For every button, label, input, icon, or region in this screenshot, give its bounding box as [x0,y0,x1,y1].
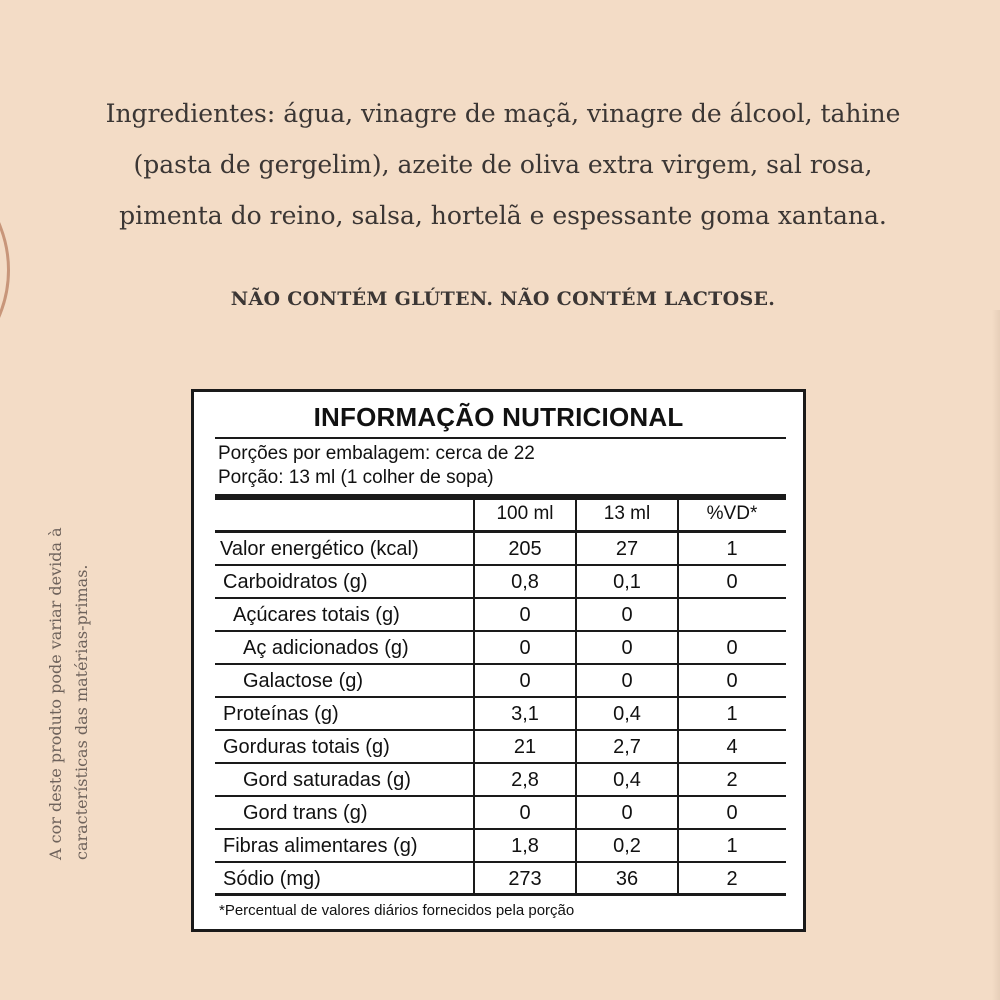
nutrient-value: 273 [508,868,542,890]
nutrient-value: 0 [519,604,531,626]
decorative-arc [0,150,10,390]
nutrient-value: 0 [726,571,738,593]
nutrient-value: 0 [621,802,633,824]
portion-info [218,442,535,490]
nutrient-value: 1,8 [511,835,539,857]
edge-shadow [992,310,1000,1000]
nutrient-name: Gord saturadas (g) [243,769,411,791]
column-divider [677,500,679,896]
nutrient-name: Gorduras totais (g) [223,736,390,758]
nutrient-value: 0 [726,670,738,692]
nutrient-name: Aç adicionados (g) [243,637,409,659]
nutrient-value: 0 [519,802,531,824]
portions-per-package: Porções por embalagem: cerca de 22 [218,443,535,464]
nutrient-value: 2,8 [511,769,539,791]
nutrient-value: 205 [508,538,542,560]
table-bottom-rule [215,893,786,896]
nutrient-name: Gord trans (g) [243,802,368,824]
nutrient-value: 27 [615,538,639,560]
nutrient-value: 0 [621,670,633,692]
nutrient-value: 1 [726,703,738,725]
header-daily-value: %VD* [706,503,758,524]
header-per-100ml: 100 ml [496,503,554,524]
ingredients-line: pimenta do reino, salsa, hortelã e espessante goma xantana. [119,201,887,230]
nutrient-value: 0 [726,637,738,659]
nutrition-title: INFORMAÇÃO NUTRICIONAL [313,402,684,432]
nutrition-facts-panel [191,389,806,932]
column-divider [575,500,577,896]
divider [215,437,786,439]
footnote: *Percentual de valores diários fornecidos pela porção [219,902,575,919]
column-divider [473,500,475,896]
nutrient-value: 1 [726,835,738,857]
nutrient-name: Fibras alimentares (g) [223,835,418,857]
nutrient-name: Valor energético (kcal) [220,538,419,560]
nutrient-value: 0,1 [613,571,641,593]
nutrient-value [678,599,786,631]
portion-size: Porção: 13 ml (1 colher de sopa) [218,467,494,488]
nutrient-value: 0 [621,637,633,659]
nutrient-value: 1 [726,538,738,560]
nutrient-value: 2 [726,868,738,890]
nutrient-name: Açúcares totais (g) [233,604,400,626]
nutrient-name: Sódio (mg) [223,868,321,890]
disclaimer-line: características das matérias-primas. [72,564,91,860]
allergen-warning: NÃO CONTÉM GLÚTEN. NÃO CONTÉM LACTOSE. [230,288,776,310]
nutrient-value: 0,2 [613,835,641,857]
ingredients-text [100,88,906,241]
ingredients-line: (pasta de gergelim), azeite de oliva extra virgem, sal rosa, [133,150,873,179]
nutrient-value: 4 [726,736,738,758]
nutrient-value: 0,8 [511,571,539,593]
disclaimer-line: A cor deste produto pode variar devida à [46,527,65,860]
ingredients-line: Ingredientes: água, vinagre de maçã, vinagre de álcool, tahine [105,99,901,128]
nutrient-value: 0 [519,637,531,659]
nutrient-value: 0 [621,604,633,626]
nutrient-value: 0,4 [613,703,641,725]
nutrient-value: 2 [726,769,738,791]
nutrient-value: 0 [726,802,738,824]
nutrient-value: 2,7 [613,736,641,758]
nutrient-value: 21 [513,736,537,758]
nutrient-value: 3,1 [511,703,539,725]
nutrient-value: 0 [519,670,531,692]
nutrient-value: 0,4 [613,769,641,791]
nutrient-value: 36 [615,868,639,890]
color-disclaimer [43,440,95,860]
header-per-portion: 13 ml [603,503,651,524]
nutrient-name: Carboidratos (g) [223,571,368,593]
nutrient-name: Galactose (g) [243,670,364,692]
nutrient-name: Proteínas (g) [223,703,339,725]
